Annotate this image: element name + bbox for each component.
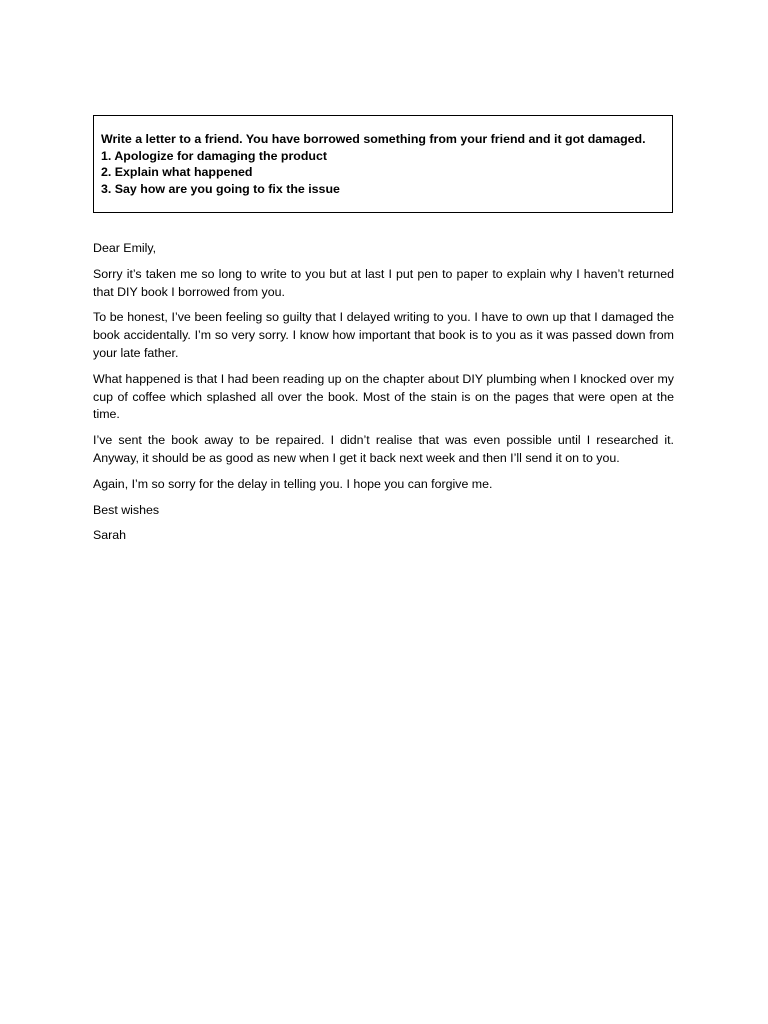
letter-body [93,240,674,553]
letter-paragraph-confession: To be honest, I’ve been feeling so guilty that I delayed writing to you. I have to own up that I damaged the book accidentally. I’m so very sorry. I know how important that book is to you as it was passed down from your late father. [93,310,674,360]
letter-paragraph-closing-apology: Again, I’m so sorry for the delay in telling you. I hope you can forgive me. [93,476,493,491]
letter-paragraph-what-happened: What happened is that I had been reading up on the chapter about DIY plumbing when I knocked over my cup of coffee which splashed all over the book. Most of the stain is on the pages that were open at the time. [93,371,674,422]
task-prompt: Write a letter to a friend. You have borrowed something from your friend and it got damaged. [101,132,646,146]
task-point-explain: 2. Explain what happened [101,165,253,179]
task-instructions-box [93,115,673,213]
letter-paragraph-fix: I’ve sent the book away to be repaired. I didn’t realise that was even possible until I researched it. Anyway, it should be as good as new when I get it back next week and then I’ll send it on to you. [93,433,674,465]
letter-salutation: Dear Emily, [93,241,157,255]
task-point-apologize: 1. Apologize for damaging the product [101,148,328,163]
letter-paragraph-apology-intro: Sorry it’s taken me so long to write to you but at last I put pen to paper to explain why I haven’t returned that DIY book I borrowed from you. [93,266,674,299]
letter-signature: Sarah [93,528,127,543]
task-point-fix: 3. Say how are you going to fix the issue [101,181,340,196]
letter-closing: Best wishes [93,502,160,517]
